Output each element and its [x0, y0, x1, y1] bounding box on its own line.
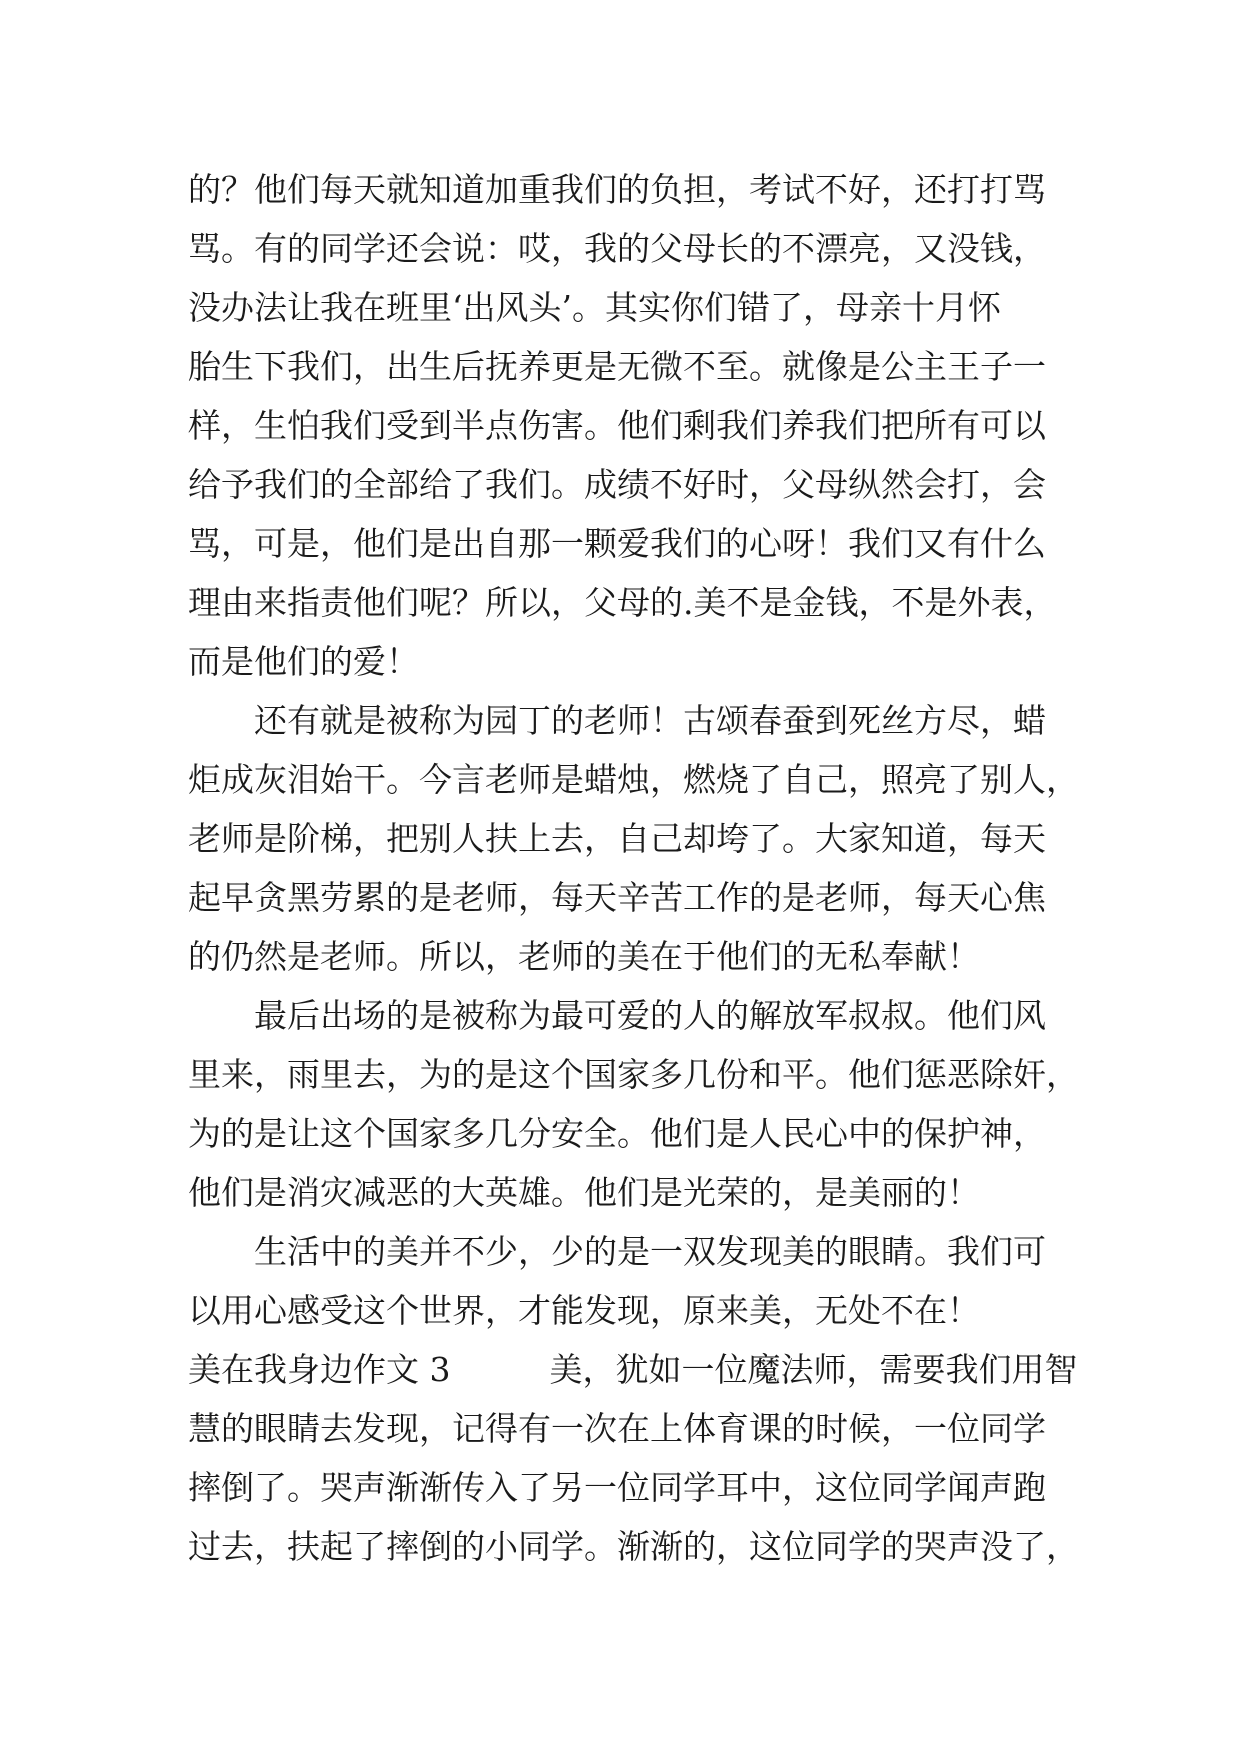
text-line: 他们是消灾减恶的大英雄。他们是光荣的，是美丽的！ [188, 1173, 980, 1212]
text-line: 炬成灰泪始干。今言老师是蜡烛，燃烧了自己，照亮了别人， [188, 760, 1079, 799]
paragraph-start-line: 最后出场的是被称为最可爱的人的解放军叔叔。他们风 [188, 996, 1046, 1035]
text-line: 里来，雨里去，为的是这个国家多几份和平。他们惩恶除奸， [188, 1055, 1079, 1094]
text-line: 过去，扶起了摔倒的小同学。渐渐的，这位同学的哭声没了， [188, 1527, 1079, 1566]
text-line: 摔倒了。哭声渐渐传入了另一位同学耳中，这位同学闻声跑 [188, 1468, 1046, 1507]
text-line: 没办法让我在班里‘出风头’。其实你们错了，母亲十月怀 [188, 288, 1001, 327]
essay-title-line: 美在我身边作文 3 美，犹如一位魔法师，需要我们用智 [188, 1350, 1078, 1389]
text-line: 而是他们的爱！ [188, 642, 419, 681]
text-line: 骂。有的同学还会说：哎，我的父母长的不漂亮，又没钱， [188, 229, 1046, 268]
text-line: 起早贪黑劳累的是老师，每天辛苦工作的是老师，每天心焦 [188, 878, 1046, 917]
text-line: 的仍然是老师。所以，老师的美在于他们的无私奉献！ [188, 937, 980, 976]
paragraph-start-line: 生活中的美并不少，少的是一双发现美的眼睛。我们可 [188, 1232, 1046, 1271]
text-line: 的？他们每天就知道加重我们的负担，考试不好，还打打骂 [188, 170, 1046, 209]
text-line: 骂，可是，他们是出自那一颗爱我们的心呀！我们又有什么 [188, 524, 1046, 563]
paragraph-start-line: 还有就是被称为园丁的老师！古颂春蚕到死丝方尽，蜡 [188, 701, 1046, 740]
text-line: 给予我们的全部给了我们。成绩不好时，父母纵然会打，会 [188, 465, 1046, 504]
text-line: 为的是让这个国家多几分安全。他们是人民心中的保护神， [188, 1114, 1046, 1153]
essay-body [188, 160, 1079, 1576]
text-line: 以用心感受这个世界，才能发现，原来美，无处不在！ [188, 1291, 980, 1330]
text-line: 理由来指责他们呢？所以，父母的.美不是金钱，不是外表， [188, 583, 1057, 622]
text-line: 胎生下我们，出生后抚养更是无微不至。就像是公主王子一 [188, 347, 1046, 386]
text-line: 慧的眼睛去发现，记得有一次在上体育课的时候，一位同学 [188, 1409, 1046, 1448]
text-line: 老师是阶梯，把别人扶上去，自己却垮了。大家知道，每天 [188, 819, 1046, 858]
text-line: 样，生怕我们受到半点伤害。他们剩我们养我们把所有可以 [188, 406, 1046, 445]
